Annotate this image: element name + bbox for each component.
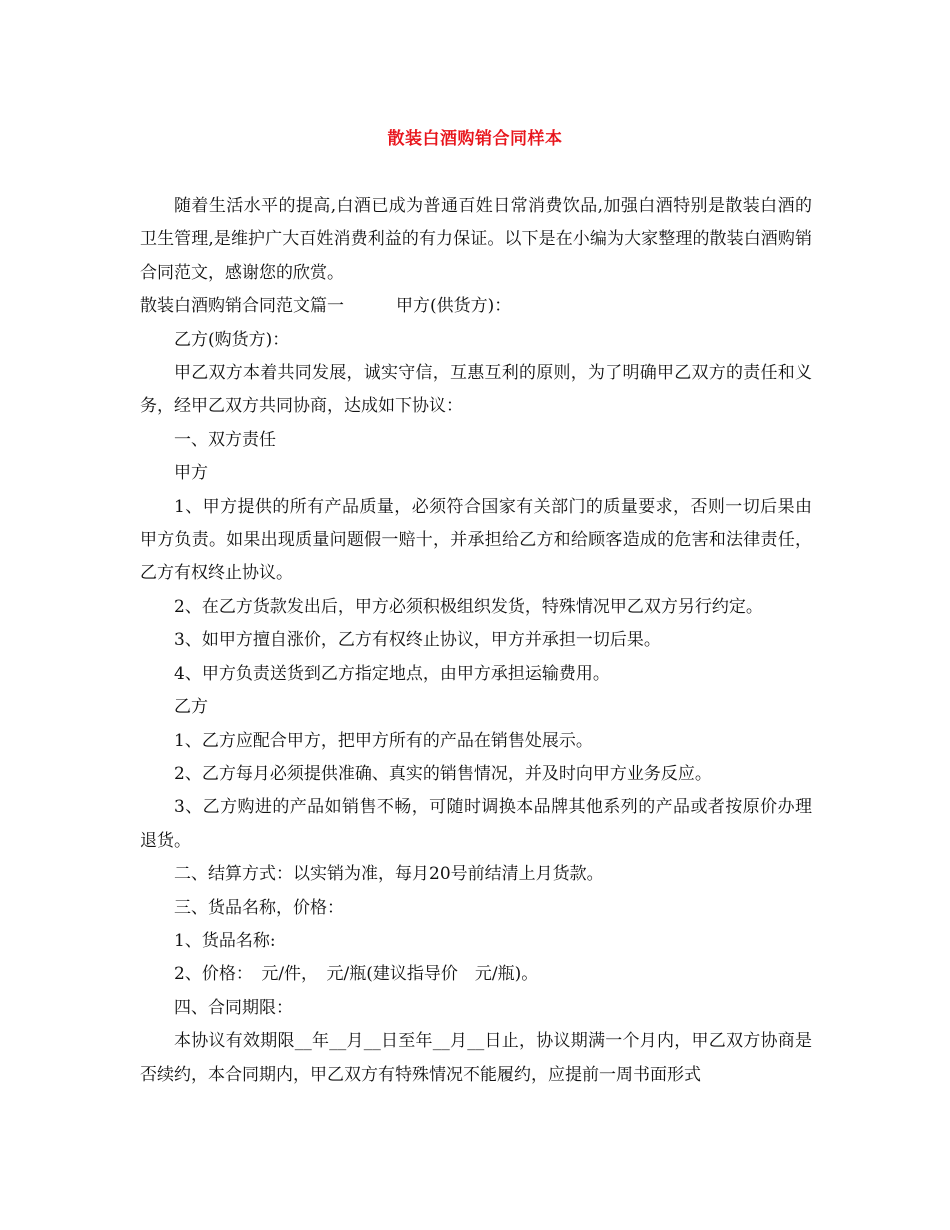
goods-name-line: 1、货品名称: [174, 930, 276, 951]
party-b-clause-1: 1、乙方应配合甲方，把甲方所有的产品在销售处展示。 [174, 730, 593, 751]
article-heading-line [140, 290, 812, 323]
document-title: 散装白酒购销合同样本 [387, 129, 563, 149]
term-paragraph: 本协议有效期限__年__月__日至年__月__日止，协议期满一个月内，甲乙双方协商是否续约，本合同期内，甲乙双方有特殊情况不能履约，应提前一周书面形式 [140, 1031, 812, 1085]
party-b-clause-2: 2、乙方每月必须提供准确、真实的销售情况，并及时向甲方业务反应。 [174, 763, 712, 784]
section-heading-term: 四、合同期限： [174, 997, 293, 1018]
section-heading-responsibilities: 一、双方责任 [174, 429, 276, 450]
party-a-clause-2: 2、在乙方货款发出后，甲方必须积极组织发货，特殊情况甲乙双方另行约定。 [174, 596, 763, 617]
intro-paragraph: 随着生活水平的提高,白酒已成为普通百姓日常消费饮品,加强白酒特别是散装白酒的卫生管理,是维护广大百姓消费利益的有力保证。以下是在小编为大家整理的散装白酒购销合同范文，感谢您的欣赏。 [140, 196, 812, 283]
party-b-line: 乙方(购货方)： [174, 329, 290, 350]
party-a-clause-1: 1、甲方提供的所有产品质量，必须符合国家有关部门的质量要求，否则一切后果由甲方负责。如果出现质量问题假一赔十，并承担给乙方和给顾客造成的危害和法律责任，乙方有权终止协议。 [140, 496, 812, 584]
party-a-line: 甲方(供货方)： [396, 296, 512, 317]
party-b-label: 乙方 [174, 697, 208, 718]
document-body [140, 190, 812, 1092]
party-b-clause-3: 3、乙方购进的产品如销售不畅，可随时调换本品牌其他系列的产品或者按原价办理退货。 [140, 797, 812, 851]
party-a-label: 甲方 [174, 463, 208, 484]
section-heading-settlement: 二、结算方式：以实销为准，每月20号前结清上月货款。 [174, 864, 604, 885]
preamble-paragraph: 甲乙双方本着共同发展，诚实守信，互惠互利的原则，为了明确甲乙双方的责任和义务，经甲乙双方共同协商，达成如下协议： [140, 363, 812, 417]
article-heading: 散装白酒购销合同范文篇一 [140, 296, 344, 317]
section-heading-goods: 三、货品名称，价格： [174, 897, 344, 918]
party-a-clause-3: 3、如甲方擅自涨价，乙方有权终止协议，甲方并承担一切后果。 [174, 630, 661, 651]
party-a-clause-4: 4、甲方负责送货到乙方指定地点，由甲方承担运输费用。 [174, 663, 610, 684]
price-line: 2、价格： 元/件， 元/瓶(建议指导价 元/瓶)。 [174, 964, 539, 985]
